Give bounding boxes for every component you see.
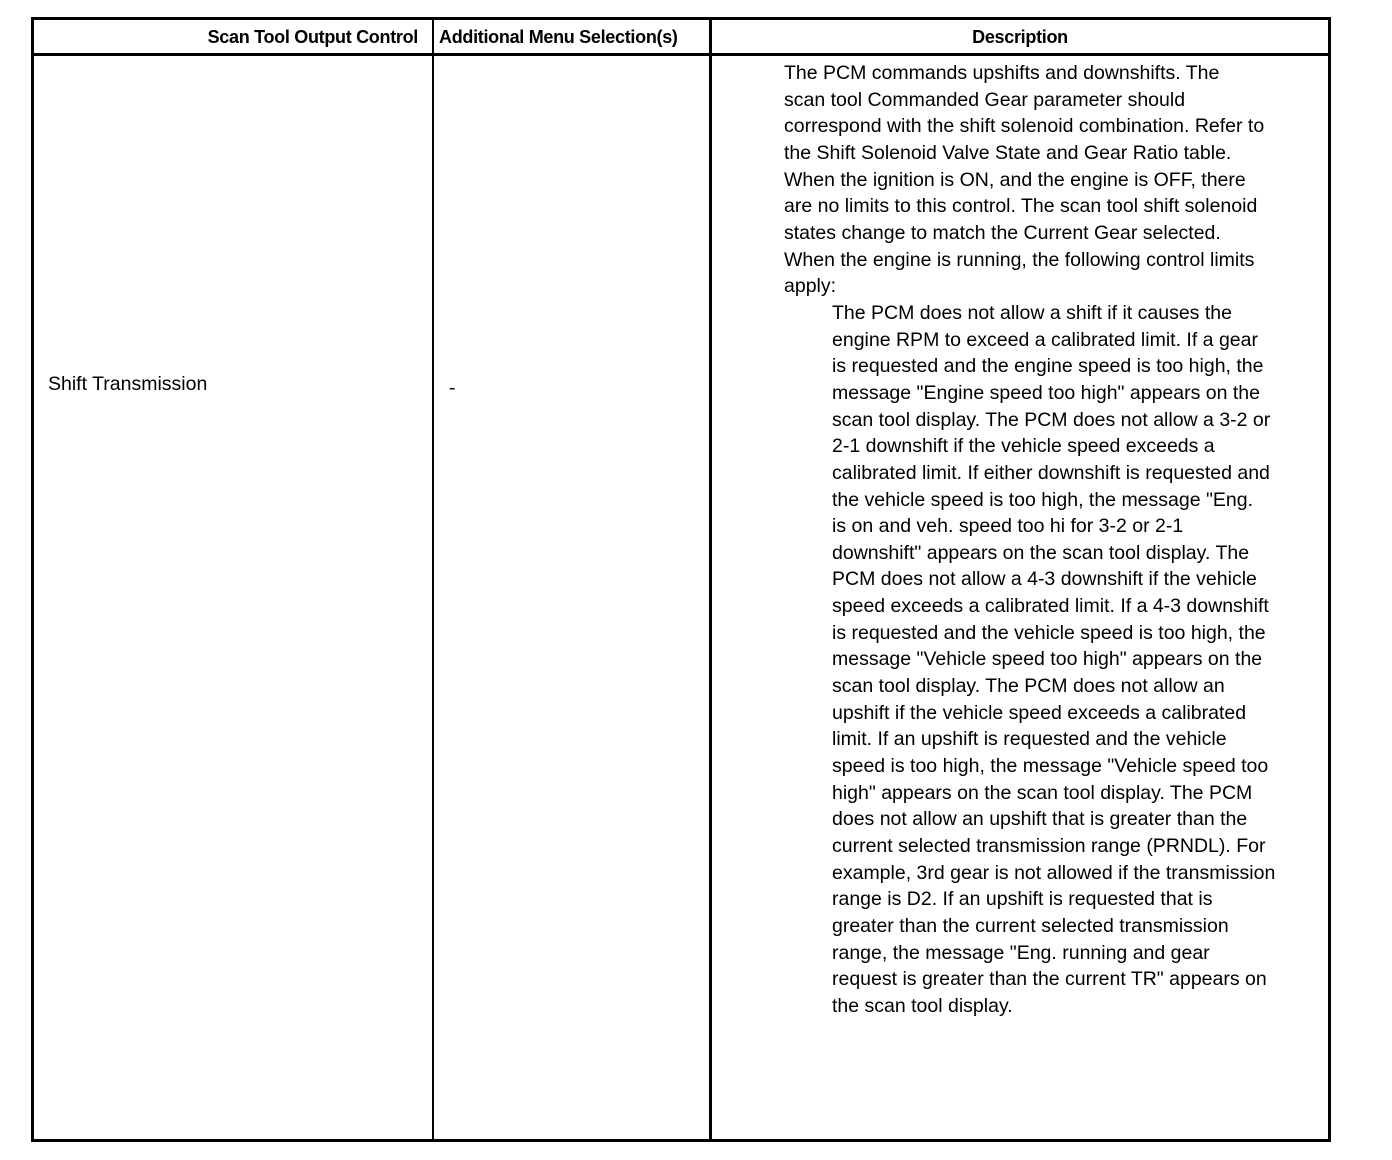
header-menu-selection: Additional Menu Selection(s) [439, 27, 678, 47]
description-indented-line: range is D2. If an upshift is requested that is [832, 888, 1213, 911]
description-indented-line: The PCM does not allow a shift if it causes the [832, 301, 1232, 324]
description-indented-line: scan tool display. The PCM does not allow a 3-2 or [832, 408, 1271, 431]
description-indented-line: example, 3rd gear is not allowed if the transmission [832, 861, 1276, 884]
description-line: The PCM commands upshifts and downshifts. The [784, 62, 1220, 84]
description-indented-line: is requested and the vehicle speed is too high, the [832, 621, 1266, 644]
description-line: are no limits to this control. The scan tool shift solenoid [784, 195, 1258, 218]
description-indented-line: current selected transmission range (PRNDL). For [832, 835, 1266, 858]
column-divider [709, 20, 712, 1139]
description-indented-line: request is greater than the current TR" appears on [832, 968, 1267, 991]
description-indented-line: PCM does not allow a 4-3 downshift if the vehicle [832, 568, 1257, 591]
description-line: the Shift Solenoid Valve State and Gear Ratio table. [784, 141, 1232, 164]
description-indented-line: message "Vehicle speed too high" appears on the [832, 648, 1263, 671]
description-indented-line: 2-1 downshift if the vehicle speed exceeds a [832, 435, 1215, 458]
column-divider [432, 20, 434, 1139]
description-line: apply: [784, 275, 837, 298]
cell-output-control: Shift Transmission [48, 373, 208, 395]
description-indented-line: is on and veh. speed too hi for 3-2 or 2-1 [832, 515, 1184, 538]
description-indented-line: greater than the current selected transmission [832, 915, 1229, 937]
description-indented-line: range, the message "Eng. running and gear [832, 941, 1210, 964]
description-indented-line: high" appears on the scan tool display. The PCM [832, 781, 1253, 804]
description-indented-line: limit. If an upshift is requested and the vehicle [832, 728, 1227, 751]
header-output-control: Scan Tool Output Control [207, 27, 418, 47]
description-line: correspond with the shift solenoid combination. Refer to [784, 115, 1265, 138]
description-indented-line: calibrated limit. If either downshift is requested and [832, 461, 1270, 484]
description-indented-line: engine RPM to exceed a calibrated limit. If a gear [832, 328, 1258, 351]
description-indented-line: speed exceeds a calibrated limit. If a 4-3 downshift [832, 595, 1269, 618]
description-line: When the engine is running, the following control limits [784, 248, 1255, 271]
description-indented-line: message "Engine speed too high" appears on the [832, 381, 1260, 404]
description-indented-line: speed is too high, the message "Vehicle speed too [832, 755, 1269, 778]
description-indented-line: the scan tool display. [832, 994, 1013, 1017]
cell-menu-selection: - [449, 377, 456, 399]
description-indented-line: upshift if the vehicle speed exceeds a calibrated [832, 701, 1247, 724]
header-description: Description [972, 27, 1068, 47]
cell-description [784, 60, 1275, 1020]
description-indented-line: scan tool display. The PCM does not allow an [832, 675, 1225, 698]
description-indented-line: downshift" appears on the scan tool display. The [832, 541, 1250, 564]
description-line: states change to match the Current Gear selected. [784, 221, 1221, 244]
description-line: When the ignition is ON, and the engine is OFF, there [784, 168, 1246, 191]
description-line: scan tool Commanded Gear parameter should [784, 88, 1186, 111]
description-indented-line: the vehicle speed is too high, the message "Eng. [832, 488, 1254, 511]
scan-tool-table [31, 17, 1331, 1142]
description-indented-line: does not allow an upshift that is greater than the [832, 808, 1248, 831]
description-indented-line: is requested and the engine speed is too high, the [832, 355, 1264, 378]
